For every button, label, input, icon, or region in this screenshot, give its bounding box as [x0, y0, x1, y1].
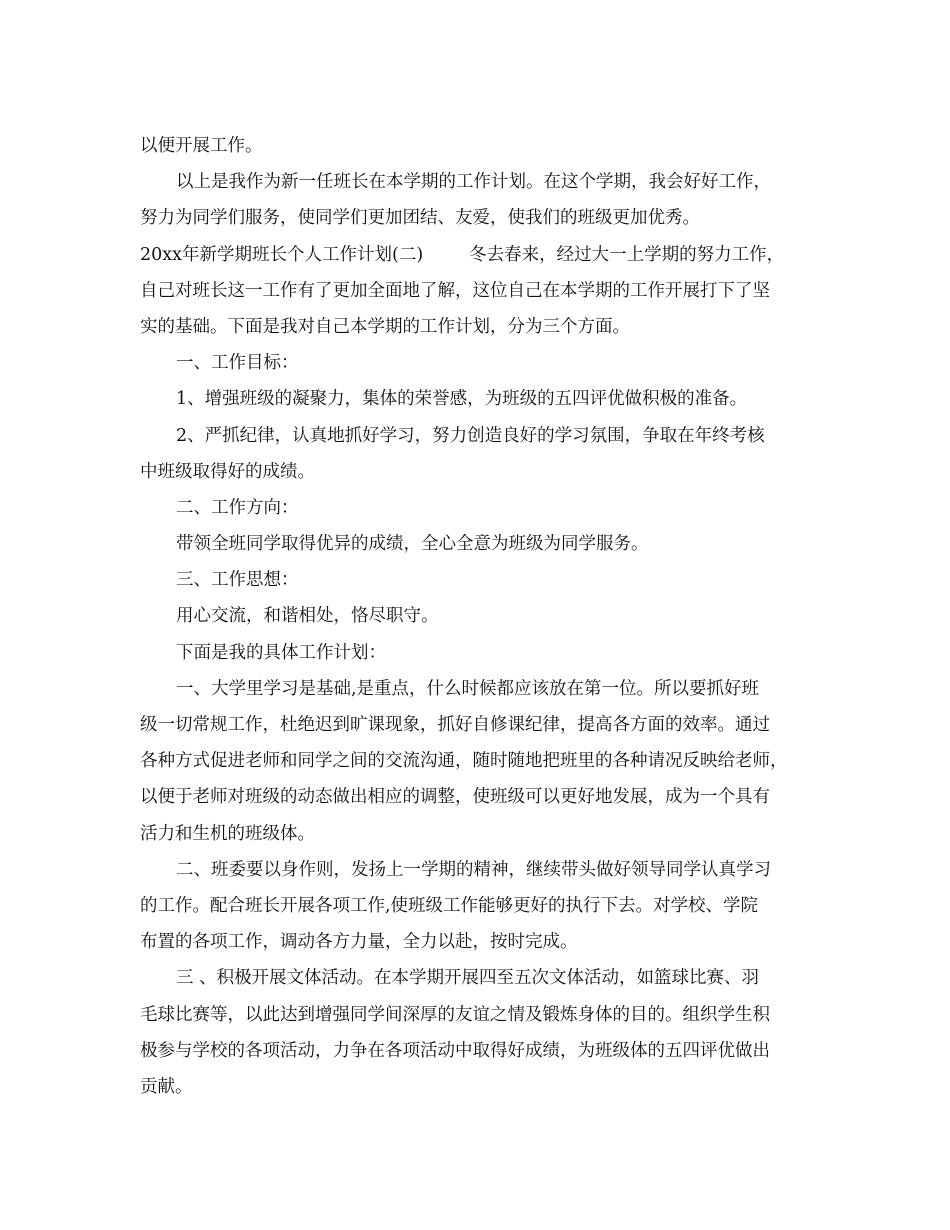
text-line: 用心交流，和谐相处，恪尽职守。: [176, 606, 439, 627]
text-line: 2、严抓纪律，认真地抓好学习，努力创造良好的学习氛围，争取在年终考核: [176, 425, 765, 446]
section-heading: 20xx年新学期班长个人工作计划(二): [140, 244, 424, 265]
text-line: 自己对班长这一工作有了更加全面地了解，这位自己在本学期的工作开展打下了坚: [140, 280, 770, 301]
text-line: 毛球比赛等，以此达到增强同学间深厚的友谊之情及锻炼身体的目的。组织学生积: [140, 1004, 770, 1025]
text-line: 活力和生机的班级体。: [140, 823, 315, 844]
text-line: 以便开展工作。: [140, 136, 263, 156]
text-line: 以上是我作为新一任班长在本学期的工作计划。在这个学期，我会好好工作，: [176, 172, 771, 193]
text-line: 极参与学校的各项活动，力争在各项活动中取得好成绩，为班级体的五四评优做出: [140, 1040, 770, 1061]
text-line: 冬去春来，经过大一上学期的努力工作，: [469, 244, 785, 265]
text-line: 实的基础。下面是我对自己本学期的工作计划，分为三个方面。: [140, 316, 630, 337]
text-line: 1、增强班级的凝聚力，集体的荣誉感，为班级的五四评优做积极的准备。: [176, 389, 748, 410]
text-line: 贡献。: [140, 1076, 193, 1097]
text-line: 二、工作方向：: [176, 497, 299, 518]
text-line: 级一切常规工作，杜绝迟到旷课现象，抓好自修课纪律，提高各方面的效率。通过: [140, 715, 770, 735]
text-line: 三 、积极开展文体活动。在本学期开展四至五次文体活动，如篮球比赛、羽: [176, 968, 760, 989]
text-line: 一、工作目标：: [176, 353, 299, 374]
text-line: 二、班委要以身作则，发扬上一学期的精神，继续带头做好领导同学认真学习: [176, 859, 771, 880]
text-line: 下面是我的具体工作计划：: [176, 642, 386, 663]
text-line: 带领全班同学取得优异的成绩，全心全意为班级为同学服务。: [176, 534, 649, 555]
section-heading-line: [140, 237, 820, 273]
text-line: 的工作。配合班长开展各项工作,使班级工作能够更好的执行下去。对学校、学院: [140, 895, 759, 916]
text-line: 各种方式促进老师和同学之间的交流沟通，随时随地把班里的各种请况反映给老师，: [140, 751, 788, 772]
text-line: 以便于老师对班级的动态做出相应的调整，使班级可以更好地发展，成为一个具有: [140, 787, 770, 808]
text-line: 一、大学里学习是基础,是重点，什么时候都应该放在第一位。所以要抓好班: [176, 678, 760, 699]
text-line: 努力为同学们服务，使同学们更加团结、友爱，使我们的班级更加优秀。: [140, 208, 700, 229]
text-line: 布置的各项工作，调动各方力量，全力以赴，按时完成。: [140, 932, 578, 953]
text-line: 三、工作思想：: [176, 570, 299, 591]
document-body: [140, 128, 820, 1105]
text-line: 中班级取得好的成绩。: [140, 461, 315, 482]
